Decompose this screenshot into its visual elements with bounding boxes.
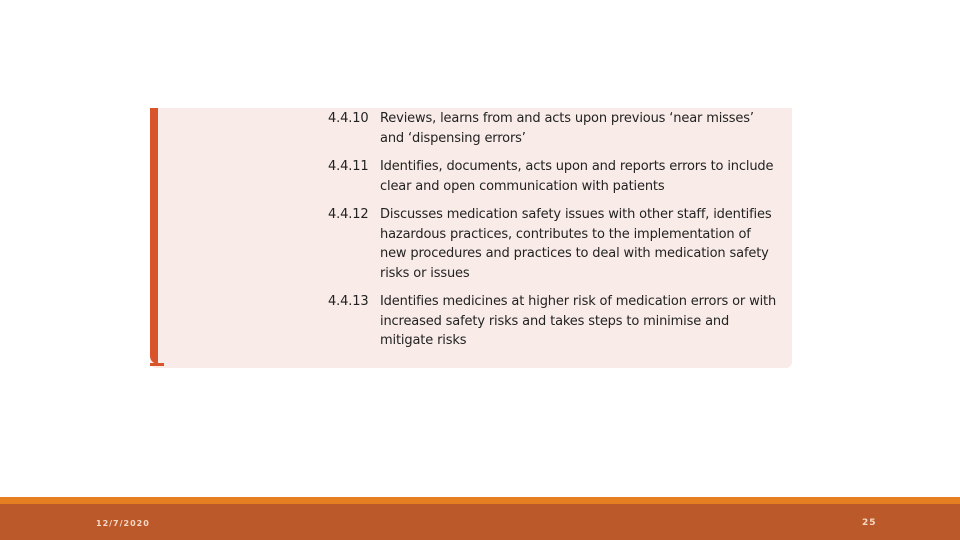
- competency-item: [328, 205, 778, 283]
- competency-number: 4.4.12: [328, 207, 369, 222]
- footer-date: 12/7/2020: [96, 519, 150, 528]
- slide-number: 25: [862, 518, 877, 528]
- accent-bar: [150, 108, 158, 364]
- competency-number: 4.4.10: [328, 111, 369, 126]
- competency-text: Reviews, learns from and acts upon previous ‘near misses’ and ‘dispensing errors’: [380, 111, 754, 146]
- competency-number: 4.4.11: [328, 159, 369, 174]
- footer-accent-strip: [0, 497, 960, 504]
- competency-text: Identifies, documents, acts upon and reports errors to include clear and open communication with patients: [380, 159, 774, 194]
- competency-number: 4.4.13: [328, 294, 369, 309]
- competency-excerpt-image: [150, 108, 792, 368]
- accent-bar-foot: [150, 363, 164, 366]
- competency-item: [328, 109, 778, 148]
- competency-item: [328, 157, 778, 196]
- competency-text: Identifies medicines at higher risk of medication errors or with increased safety risks and takes steps to minimise and mitigate risks: [380, 294, 777, 348]
- competency-text: Discusses medication safety issues with other staff, identifies hazardous practices, contributes to the implementation of new procedures and practices to deal with medication safety risks or issues: [380, 207, 772, 281]
- competency-item: [328, 292, 778, 351]
